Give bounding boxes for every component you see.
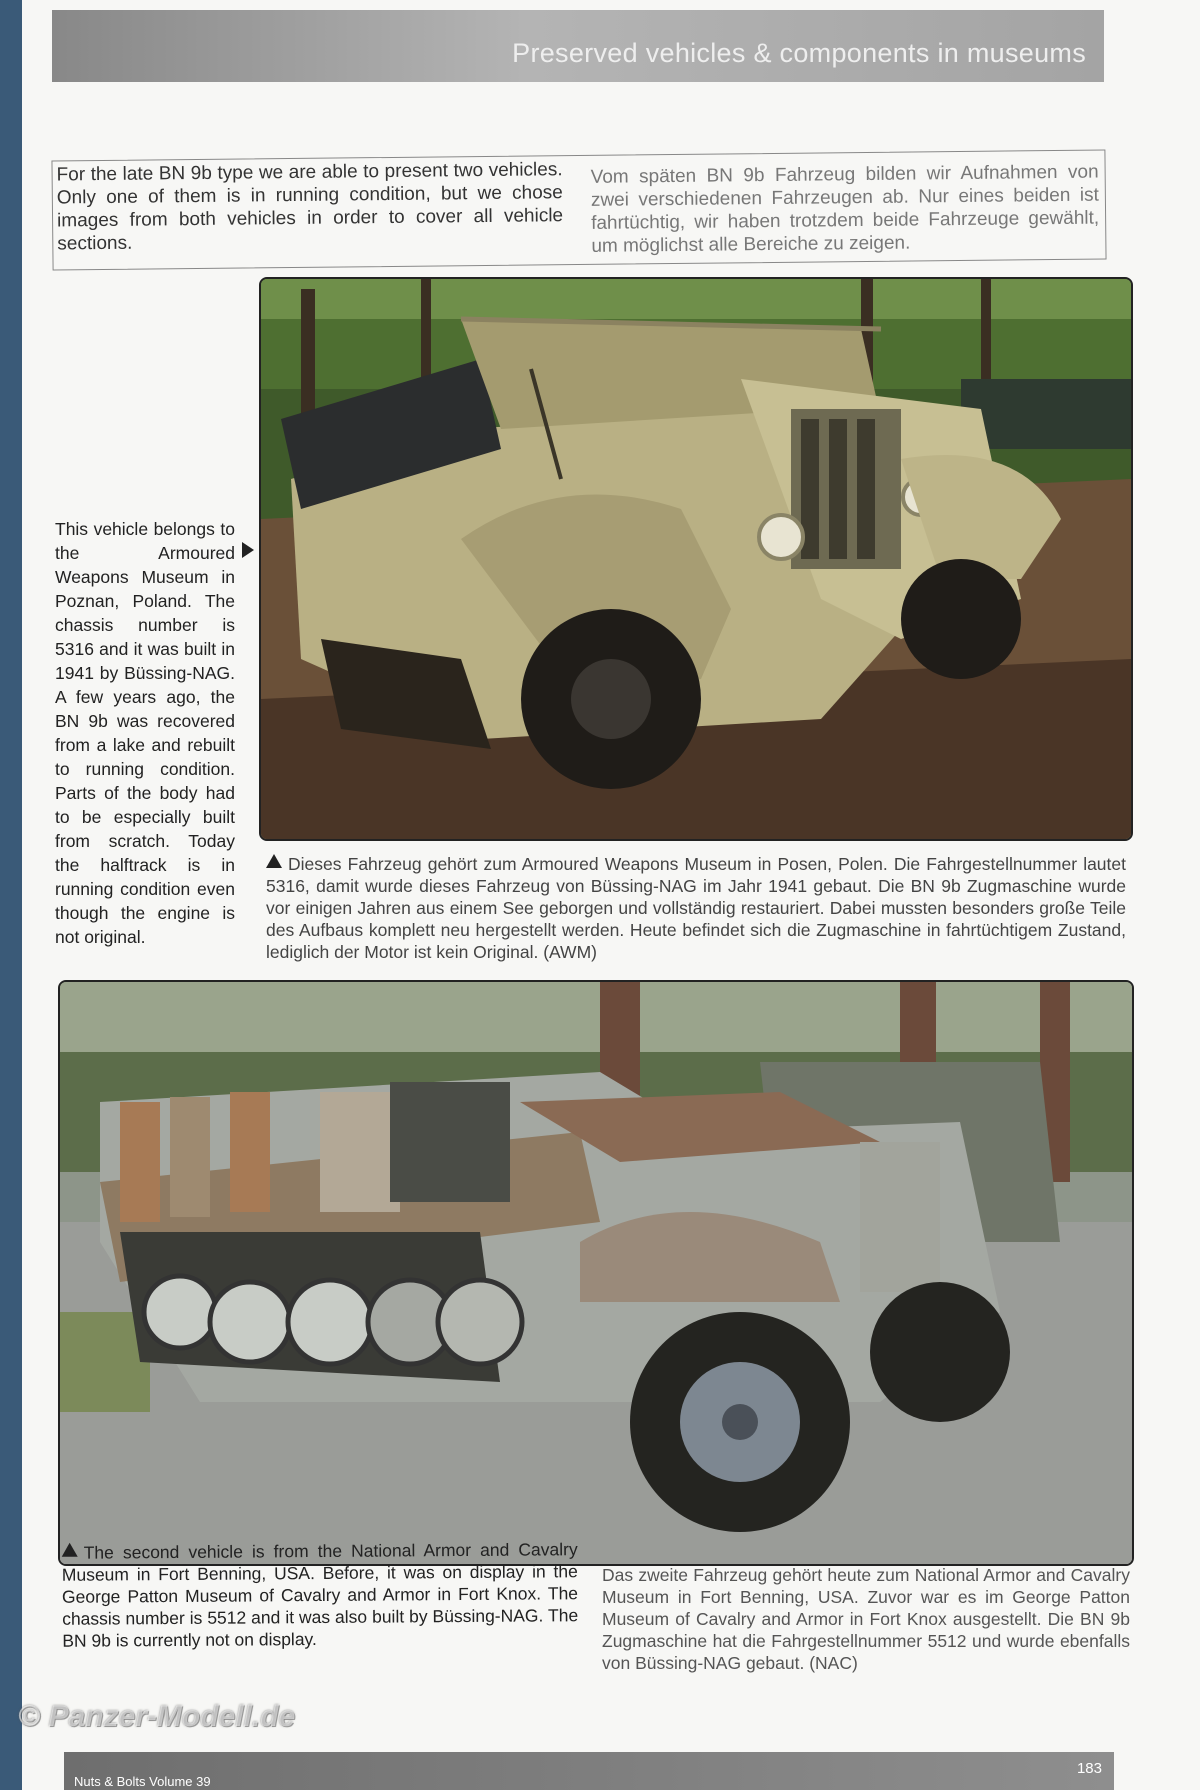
caption-pointer-icon: [266, 854, 282, 868]
photo2-caption-english: The second vehicle is from the National Armor and Cavalry Museum in Fort Benning, USA. Before, it was on display in the George Patton Museum of Cavalry and Armor in Fort Knox. The chassis number is 5512 and it was also built by Büssing-NAG. The BN 9b is currently not on display.: [61, 1539, 579, 1651]
photo2-caption-german: Das zweite Fahrzeug gehört heute zum National Armor and Cavalry Museum in Fort Benning, USA. Zuvor war es im George Patton Museum of Cavalry and Armor in Fort Knox ausgestellt. Die BN 9b Zugmaschine hat die Fahrgestellnummer 5512 und wurde ebenfalls von Büssing-NAG gebaut. (NAC): [602, 1565, 1130, 1673]
book-title: Nuts & Bolts Volume 39: [74, 1774, 211, 1789]
photo1-caption: [266, 853, 1126, 963]
pointer-arrow-icon: [242, 542, 254, 558]
photo1-caption-german: Dieses Fahrzeug gehört zum Armoured Weapons Museum in Posen, Polen. Die Fahrgestellnummer lautet 5316, damit wurde dieses Fahrzeug von Büssing-NAG im Jahr 1941 gebaut. Die BN 9b Zugmaschine wurde vor einigen Jahren aus einem See geborgen und vollständig restauriert. Dabei mussten besonders große Teile des Aufbaus komplett neu hergestellt werden. Heute befindet sich die Zugmaschine in fahrtüchtigem Zustand, lediglich der Motor ist kein Original. (AWM): [266, 854, 1126, 962]
intro-box: [51, 149, 1106, 270]
intro-english: For the late BN 9b type we are able to present two vehicles. Only one of them is in running condition, but we chose images from both vehicles in order to cover all vehicle sections.: [56, 159, 564, 255]
photo-rusty-halftrack: [58, 980, 1134, 1566]
photo2-caption-english-block: [62, 1538, 579, 1652]
watermark: © Panzer-Modell.de: [18, 1700, 296, 1733]
photo-restored-halftrack: [259, 277, 1133, 841]
intro-german: Vom späten BN 9b Fahrzeug bilden wir Aufnahmen von zwei verschiedenen Fahrzeugen ab. Nur eines beiden ist fahrtüchtig, wir haben trotzdem beide Fahrzeuge gewählt, um möglichst alle Bereiche zu zeigen.: [590, 161, 1100, 257]
footer-bar: [64, 1752, 1114, 1790]
caption-pointer-icon: [62, 1543, 78, 1557]
photo1-side-text: This vehicle belongs to the Armoured Weapons Museum in Poznan, Poland. The chassis number is 5316 and it was built in 1941 by Büssing-NAG. A few years ago, the BN 9b was recovered from a lake and rebuilt to running condition. Parts of the body had to be especially built from scratch. Today the halftrack is in running condition even though the engine is not original.: [55, 519, 235, 947]
book-page: [22, 0, 1200, 1790]
page-number: 183: [1076, 1760, 1102, 1777]
section-header-bar: [52, 10, 1104, 82]
section-title: Preserved vehicles & components in museums: [512, 38, 1086, 68]
